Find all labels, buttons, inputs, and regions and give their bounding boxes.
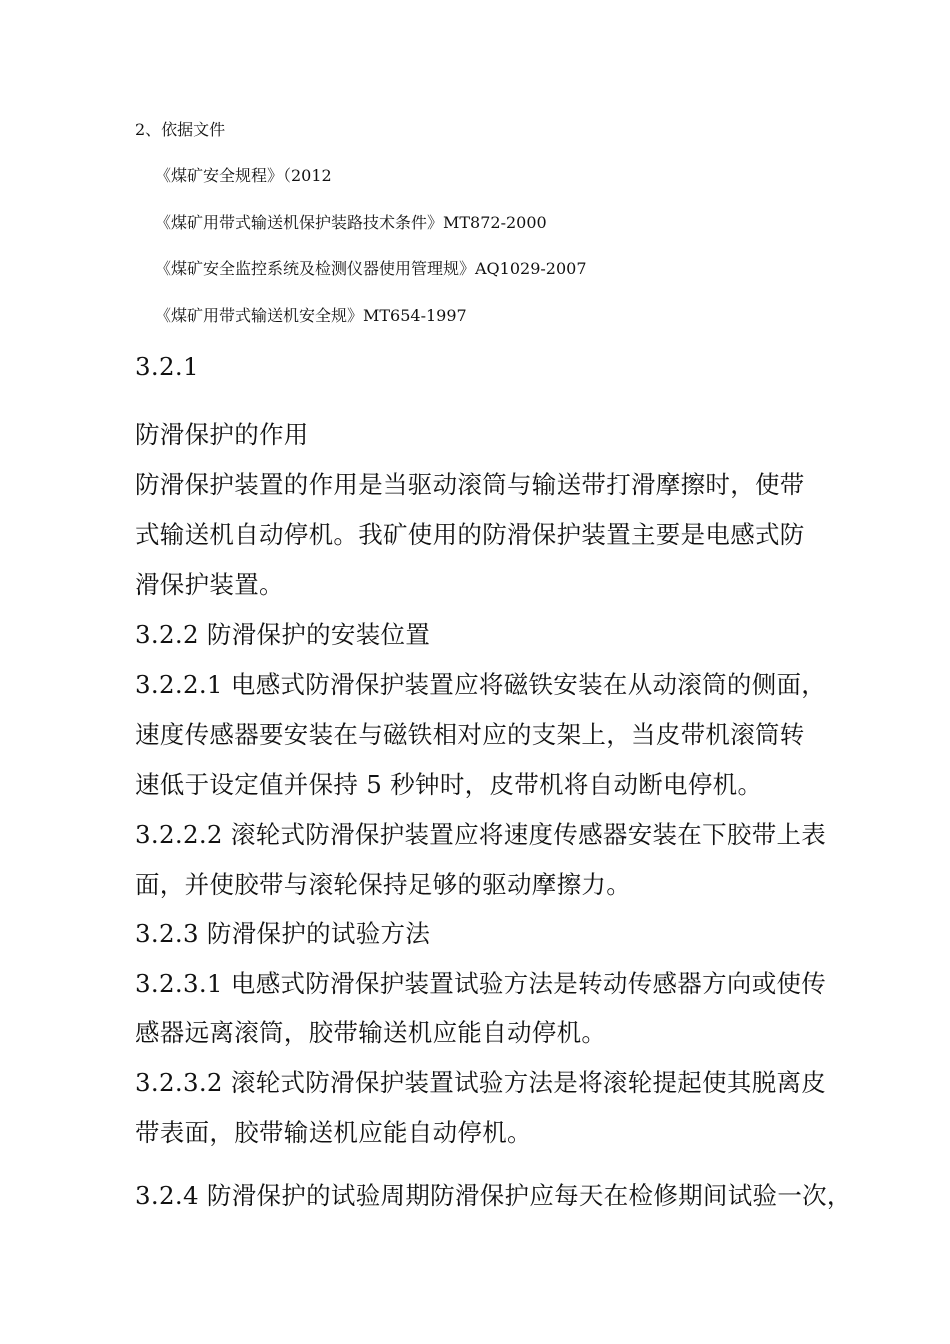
paragraph-line: 3.2.3.1 电感式防滑保护装置试验方法是转动传感器方向或使传	[135, 969, 827, 998]
paragraph-line: 速低于设定值并保持 5 秒钟时，皮带机将自动断电停机。	[135, 770, 763, 799]
paragraph-line: 式输送机自动停机。我矿使用的防滑保护装置主要是电感式防	[135, 520, 805, 549]
reference-item: 《煤矿用带式输送机保护装路技术条件》MT872-2000	[155, 213, 547, 232]
section-heading: 3.2.3 防滑保护的试验方法	[135, 919, 431, 948]
paragraph-line: 速度传感器要安装在与磁铁相对应的支架上，当皮带机滚筒转	[135, 720, 805, 749]
paragraph-line: 带表面，胶带输送机应能自动停机。	[135, 1118, 532, 1147]
paragraph-line: 3.2.3.2 滚轮式防滑保护装置试验方法是将滚轮提起使其脱离皮	[135, 1068, 827, 1097]
section-number: 3.2.1	[135, 352, 199, 381]
paragraph-line: 滑保护装置。	[135, 570, 284, 599]
paragraph-line: 感器远离滚筒，胶带输送机应能自动停机。	[135, 1018, 607, 1047]
section-heading: 2、依据文件	[135, 120, 226, 139]
paragraph-line: 3.2.2.1 电感式防滑保护装置应将磁铁安装在从动滚筒的侧面，	[135, 670, 827, 699]
section-heading: 3.2.2 防滑保护的安装位置	[135, 620, 431, 649]
paragraph-line: 3.2.2.2 滚轮式防滑保护装置应将速度传感器安装在下胶带上表	[135, 820, 827, 849]
section-title: 防滑保护的作用	[135, 420, 309, 449]
reference-item: 《煤矿用带式输送机安全规》MT654-1997	[155, 306, 467, 325]
paragraph-line: 防滑保护装置的作用是当驱动滚筒与输送带打滑摩擦时，使带	[135, 470, 805, 499]
paragraph-line: 3.2.4 防滑保护的试验周期防滑保护应每天在检修期间试验一次，	[135, 1181, 852, 1210]
paragraph-line: 面，并使胶带与滚轮保持足够的驱动摩擦力。	[135, 870, 631, 899]
reference-item: 《煤矿安全规程》（2012	[155, 166, 332, 185]
reference-item: 《煤矿安全监控系统及检测仪器使用管理规》AQ1029-2007	[155, 259, 587, 278]
